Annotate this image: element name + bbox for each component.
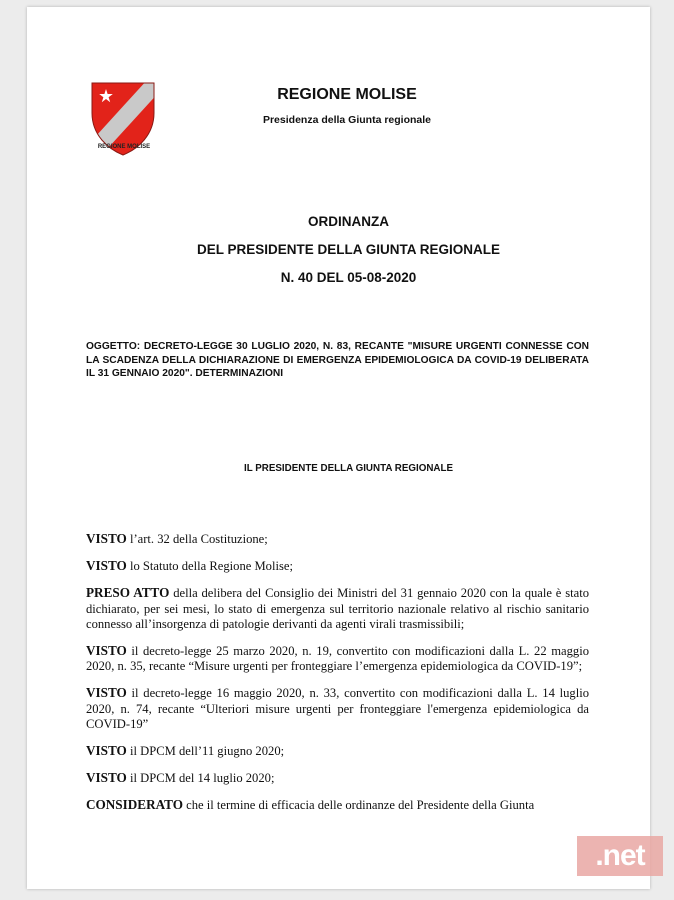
paragraph-text: il DPCM dell’11 giugno 2020; — [126, 744, 285, 759]
site-watermark: .net — [577, 836, 663, 876]
paragraph-text: il decreto-legge 25 marzo 2020, n. 19, convertito con modificazioni dalla L. 22 maggio 2020, n. 35, recante “Misure urgenti per fronteggiare l’emergenza epidemiologica da COVID-19”; — [86, 644, 589, 674]
region-subtitle: Presidenza della Giunta regionale — [262, 114, 432, 126]
paragraph-lead: VISTO — [86, 558, 127, 574]
crest-label: REGIONE MOLISE — [97, 144, 151, 150]
paragraph — [86, 743, 589, 759]
paragraph — [86, 770, 589, 786]
paragraph-lead: VISTO — [86, 770, 127, 786]
paragraph-text: della delibera del Consiglio dei Ministri del 31 gennaio 2020 con la quale è stato dichiarato, per sei mesi, lo stato di emergenza sul territorio nazionale relativo al rischio sanitario connesso all’insorgenza di patologie derivanti da agenti virali trasmissibili; — [86, 586, 589, 631]
paragraph-lead: VISTO — [86, 643, 127, 659]
subject-paragraph: OGGETTO: DECRETO-LEGGE 30 LUGLIO 2020, N. 83, RECANTE "MISURE URGENTI CONNESSE CON LA SCADENZA DELLA DICHIARAZIONE DI EMERGENZA EPIDEMIOLOGICA DA COVID-19 DELIBERATA IL 31 GENNAIO 2020". DETERMINAZIONI — [86, 341, 589, 379]
paragraph-text: che il termine di efficacia delle ordinanze del Presidente della Giunta — [182, 798, 535, 813]
paragraph — [86, 797, 589, 813]
president-heading: IL PRESIDENTE DELLA GIUNTA REGIONALE — [243, 463, 453, 474]
paragraph — [86, 558, 589, 574]
region-title: REGIONE MOLISE — [277, 86, 417, 103]
paragraph — [86, 685, 589, 732]
paragraph-text: il DPCM del 14 luglio 2020; — [126, 771, 275, 786]
ordinance-issuer: DEL PRESIDENTE DELLA GIUNTA REGIONALE — [196, 242, 501, 257]
paragraph-lead: VISTO — [86, 531, 127, 546]
document-page — [27, 7, 650, 889]
paragraph-text: l’art. 32 della Costituzione; — [126, 532, 268, 546]
paragraph-lead: CONSIDERATO — [86, 797, 183, 813]
paragraph-lead: VISTO — [86, 685, 127, 701]
document-body — [86, 531, 589, 825]
paragraph-text: lo Statuto della Regione Molise; — [126, 559, 293, 574]
ordinance-title: ORDINANZA — [308, 214, 389, 229]
paragraph — [86, 585, 589, 632]
paragraph-text: il decreto-legge 16 maggio 2020, n. 33, convertito con modificazioni dalla L. 14 luglio 2020, n. 74, recante “Ulteriori misure urgenti per fronteggiare l'emergenza epidemiologica da COVID-19” — [86, 686, 589, 731]
paragraph — [86, 531, 589, 547]
ordinance-number: N. 40 DEL 05-08-2020 — [280, 270, 417, 285]
paragraph — [86, 643, 589, 674]
paragraph-lead: VISTO — [86, 743, 127, 759]
paragraph-lead: PRESO ATTO — [86, 585, 170, 601]
